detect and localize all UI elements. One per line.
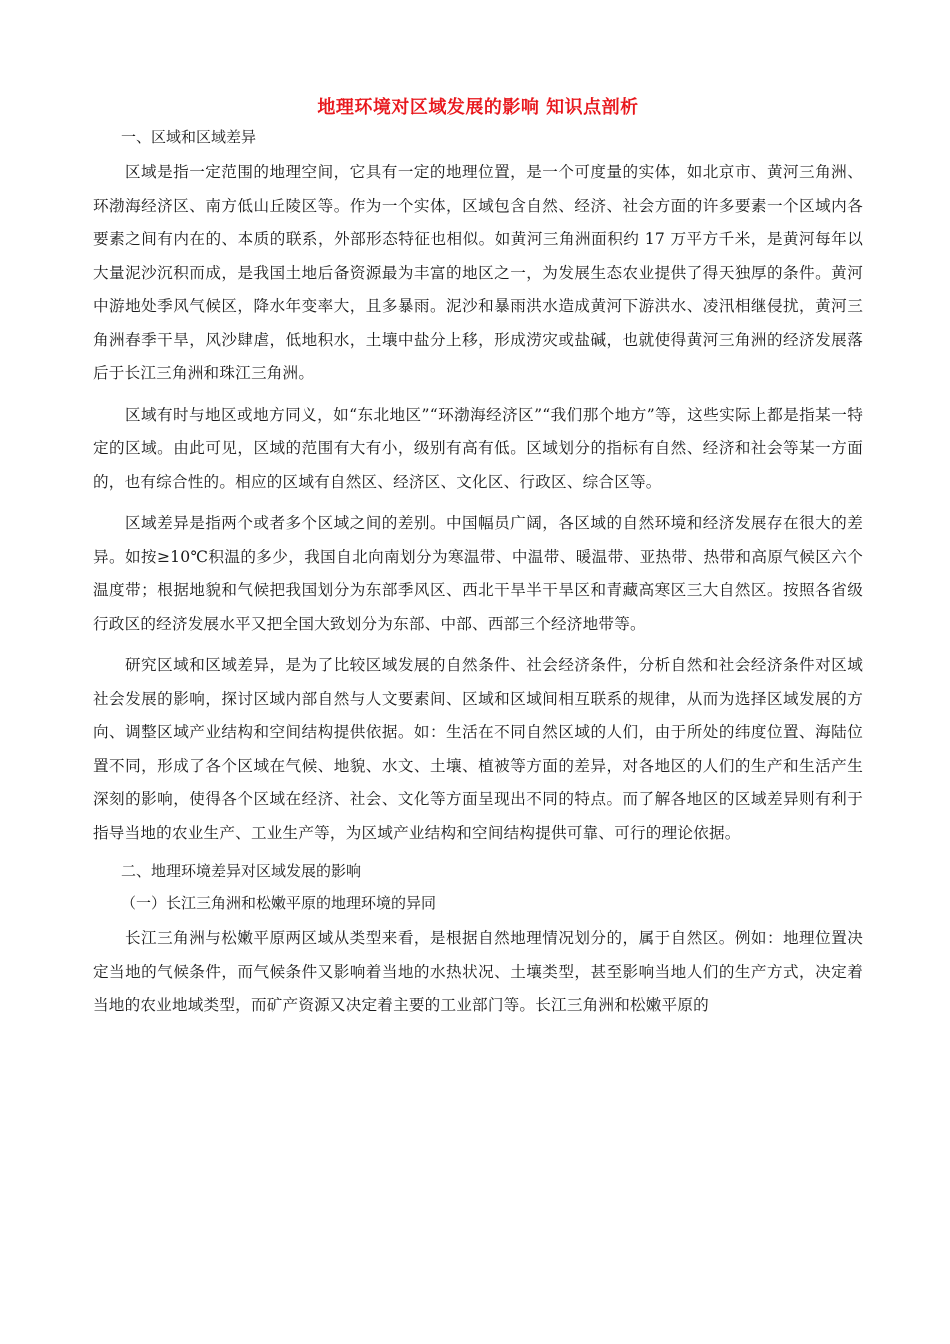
paragraph: 研究区域和区域差异，是为了比较区域发展的自然条件、社会经济条件，分析自然和社会经济条件对区域社会发展的影响，探讨区域内部自然与人文要素间、区域和区域间相互联系的规律，从而为选择区域发展的方向、调整区域产业结构和空间结构提供依据。如：生活在不同自然区域的人们，由于所处的纬度位置、海陆位置不同，形成了各个区域在气候、地貌、水文、土壤、植被等方面的差异，对各地区的人们的生产和生活产生深刻的影响，使得各个区域在经济、社会、文化等方面呈现出不同的特点。而了解各地区的区域差异则有利于指导当地的农业生产、工业生产等，为区域产业结构和空间结构提供可靠、可行的理论依据。	[93, 656, 863, 842]
document-title: 地理环境对区域发展的影响 知识点剖析	[317, 97, 639, 118]
subsection-heading: （一）长江三角洲和松嫩平原的地理环境的异同	[121, 894, 437, 912]
paragraph: 区域有时与地区或地方同义，如“东北地区”“环渤海经济区”“我们那个地方”等，这些实际上都是指某一特定的区域。由此可见，区域的范围有大有小，级别有高有低。区域划分的指标有自然、经济和社会等某一方面的，也有综合性的。相应的区域有自然区、经济区、文化区、行政区、综合区等。	[93, 405, 863, 491]
document-page	[93, 96, 863, 1031]
paragraph: 区域是指一定范围的地理空间，它具有一定的地理位置，是一个可度量的实体，如北京市、黄河三角洲、环渤海经济区、南方低山丘陵区等。作为一个实体，区域包含自然、经济、社会方面的许多要素一个区域内各要素之间有内在的、本质的联系，外部形态特征也相似。如黄河三角洲面积约 17 万平方千米，是黄河每年以大量泥沙沉积而成，是我国土地后备资源最为丰富的地区之一，为发展生态农业提供了得天独厚的条件。黄河中游地处季风气候区，降水年变率大，且多暴雨。泥沙和暴雨洪水造成黄河下游洪水、凌汛相继侵扰，黄河三角洲春季干旱，风沙肆虐，低地积水，土壤中盐分上移，形成涝灾或盐碱，也就使得黄河三角洲的经济发展落后于长江三角洲和珠江三角洲。	[93, 163, 863, 382]
section-heading-2: 二、地理环境差异对区域发展的影响	[121, 862, 362, 880]
paragraph: 区域差异是指两个或者多个区域之间的差别。中国幅员广阔，各区域的自然环境和经济发展存在很大的差异。如按≥10℃积温的多少，我国自北向南划分为寒温带、中温带、暖温带、亚热带、热带和高原气候区六个温度带；根据地貌和气候把我国划分为东部季风区、西北干旱半干旱区和青藏高寒区三大自然区。按照各省级行政区的经济发展水平又把全国大致划分为东部、中部、西部三个经济地带等。	[93, 514, 863, 633]
paragraph: 长江三角洲与松嫩平原两区域从类型来看，是根据自然地理情况划分的，属于自然区。例如：地理位置决定当地的气候条件，而气候条件又影响着当地的水热状况、土壤类型，甚至影响当地人们的生产方式，决定着当地的农业地域类型，而矿产资源又决定着主要的工业部门等。长江三角洲和松嫩平原的	[93, 929, 863, 1014]
section-heading-1: 一、区域和区域差异	[121, 128, 257, 146]
